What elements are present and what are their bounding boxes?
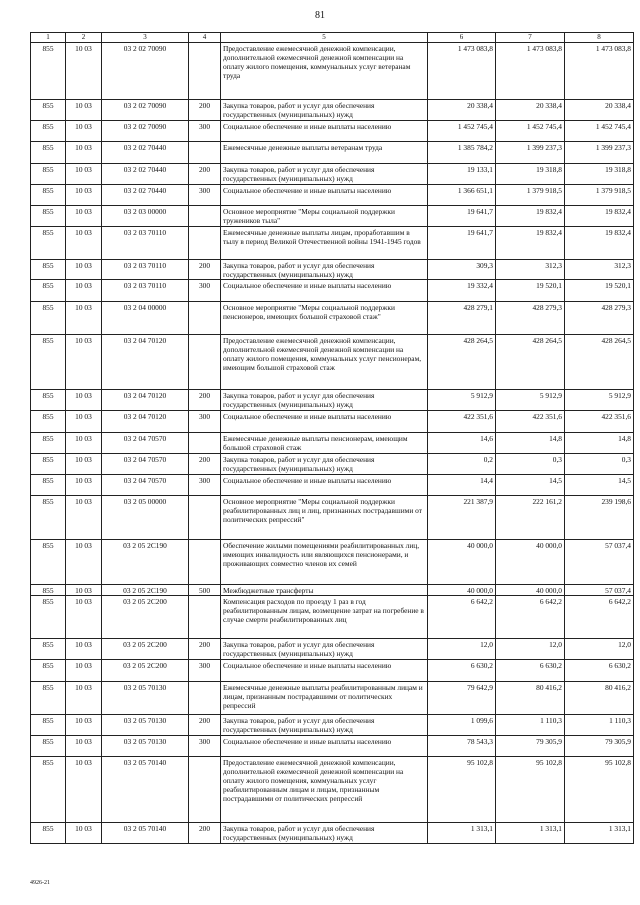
- expense-type-code: 300: [189, 121, 221, 142]
- ministry-code: 855: [31, 475, 66, 496]
- expense-type-code: [189, 302, 221, 335]
- table-row: [31, 585, 634, 596]
- amount-year-3: 19 832,4: [565, 227, 634, 260]
- item-name: Социальное обеспечение и иные выплаты населению: [221, 736, 428, 757]
- item-name: Закупка товаров, работ и услуг для обеспечения государственных (муниципальных) нужд: [221, 823, 428, 844]
- item-name: Компенсация расходов по проезду 1 раз в год реабилитированным лицам, возмещение затрат на погребение в случае смерти реабилитированных лиц: [221, 596, 428, 639]
- target-article-code: 03 2 05 70130: [102, 736, 189, 757]
- item-name: Закупка товаров, работ и услуг для обеспечения государственных (муниципальных) нужд: [221, 454, 428, 475]
- amount-year-3: 79 305,9: [565, 736, 634, 757]
- amount-year-2: 19 318,8: [496, 164, 565, 185]
- section-code: 10 03: [66, 411, 102, 433]
- expense-type-code: 200: [189, 164, 221, 185]
- item-name: Социальное обеспечение и иные выплаты населению: [221, 280, 428, 302]
- amount-year-3: 422 351,6: [565, 411, 634, 433]
- section-code: 10 03: [66, 43, 102, 100]
- expense-type-code: 300: [189, 185, 221, 206]
- amount-year-1: 1 385 784,2: [428, 142, 496, 164]
- amount-year-1: 19 332,4: [428, 280, 496, 302]
- amount-year-2: 79 305,9: [496, 736, 565, 757]
- amount-year-2: 1 110,3: [496, 715, 565, 736]
- amount-year-1: 309,3: [428, 260, 496, 280]
- target-article-code: 03 2 05 00000: [102, 496, 189, 540]
- amount-year-3: 1 452 745,4: [565, 121, 634, 142]
- table-row: [31, 736, 634, 757]
- target-article-code: 03 2 05 2C200: [102, 660, 189, 682]
- table-row: [31, 260, 634, 280]
- section-code: 10 03: [66, 390, 102, 411]
- section-code: 10 03: [66, 454, 102, 475]
- section-code: 10 03: [66, 475, 102, 496]
- expense-type-code: [189, 206, 221, 227]
- item-name: Закупка товаров, работ и услуг для обеспечения государственных (муниципальных) нужд: [221, 260, 428, 280]
- amount-year-1: 428 264,5: [428, 335, 496, 390]
- item-name: Закупка товаров, работ и услуг для обеспечения государственных (муниципальных) нужд: [221, 639, 428, 660]
- amount-year-1: 78 543,3: [428, 736, 496, 757]
- amount-year-1: 19 641,7: [428, 206, 496, 227]
- item-name: Ежемесячные денежные выплаты лицам, проработавшим в тылу в период Великой Отечественной войны 1941-1945 годов: [221, 227, 428, 260]
- table-row: [31, 390, 634, 411]
- section-code: 10 03: [66, 585, 102, 596]
- section-code: 10 03: [66, 280, 102, 302]
- table-row: [31, 454, 634, 475]
- amount-year-2: 6 642,2: [496, 596, 565, 639]
- section-code: 10 03: [66, 302, 102, 335]
- amount-year-3: 6 642,2: [565, 596, 634, 639]
- target-article-code: 03 2 04 70570: [102, 433, 189, 454]
- ministry-code: 855: [31, 660, 66, 682]
- expense-type-code: 200: [189, 100, 221, 121]
- table-row: [31, 185, 634, 206]
- section-code: 10 03: [66, 757, 102, 823]
- ministry-code: 855: [31, 757, 66, 823]
- target-article-code: 03 2 04 70120: [102, 390, 189, 411]
- amount-year-2: 428 279,3: [496, 302, 565, 335]
- table-row: [31, 823, 634, 844]
- expense-type-code: 200: [189, 390, 221, 411]
- amount-year-1: 40 000,0: [428, 540, 496, 585]
- table-row: [31, 496, 634, 540]
- column-header: 8: [565, 33, 634, 43]
- section-code: 10 03: [66, 496, 102, 540]
- table-row: [31, 660, 634, 682]
- amount-year-3: 14,5: [565, 475, 634, 496]
- target-article-code: 03 2 05 2C190: [102, 585, 189, 596]
- item-name: Социальное обеспечение и иные выплаты населению: [221, 411, 428, 433]
- table-row: [31, 757, 634, 823]
- target-article-code: 03 2 05 2C200: [102, 639, 189, 660]
- ministry-code: 855: [31, 411, 66, 433]
- ministry-code: 855: [31, 682, 66, 715]
- ministry-code: 855: [31, 280, 66, 302]
- column-header: 5: [221, 33, 428, 43]
- amount-year-1: 5 912,9: [428, 390, 496, 411]
- section-code: 10 03: [66, 100, 102, 121]
- item-name: Закупка товаров, работ и услуг для обеспечения государственных (муниципальных) нужд: [221, 164, 428, 185]
- expense-type-code: [189, 433, 221, 454]
- item-name: Предоставление ежемесячной денежной компенсации, дополнительной ежемесячной денежной компенсации на оплату жилого помещения, коммунальных услуг пенсионерам, имеющим большой страховой стаж: [221, 335, 428, 390]
- target-article-code: 03 2 05 70140: [102, 757, 189, 823]
- amount-year-3: 239 198,6: [565, 496, 634, 540]
- ministry-code: 855: [31, 433, 66, 454]
- section-code: 10 03: [66, 185, 102, 206]
- section-code: 10 03: [66, 260, 102, 280]
- amount-year-1: 1 099,6: [428, 715, 496, 736]
- table-row: [31, 302, 634, 335]
- amount-year-1: 6 630,2: [428, 660, 496, 682]
- table-row: [31, 227, 634, 260]
- table-row: [31, 100, 634, 121]
- amount-year-2: 19 832,4: [496, 206, 565, 227]
- amount-year-1: 79 642,9: [428, 682, 496, 715]
- table-row: [31, 43, 634, 100]
- target-article-code: 03 2 04 70120: [102, 335, 189, 390]
- table-row: [31, 596, 634, 639]
- expense-type-code: 200: [189, 260, 221, 280]
- ministry-code: 855: [31, 206, 66, 227]
- amount-year-2: 5 912,9: [496, 390, 565, 411]
- ministry-code: 855: [31, 736, 66, 757]
- item-name: Предоставление ежемесячной денежной компенсации, дополнительной ежемесячной денежной компенсации на оплату жилого помещения, коммунальных услуг ветеранам труда: [221, 43, 428, 100]
- ministry-code: 855: [31, 260, 66, 280]
- item-name: Социальное обеспечение и иные выплаты населению: [221, 185, 428, 206]
- amount-year-1: 428 279,1: [428, 302, 496, 335]
- column-header: 1: [31, 33, 66, 43]
- target-article-code: 03 2 03 70110: [102, 280, 189, 302]
- amount-year-1: 6 642,2: [428, 596, 496, 639]
- amount-year-2: 1 473 083,8: [496, 43, 565, 100]
- amount-year-1: 19 641,7: [428, 227, 496, 260]
- table-row: [31, 433, 634, 454]
- ministry-code: 855: [31, 142, 66, 164]
- amount-year-1: 422 351,6: [428, 411, 496, 433]
- amount-year-2: 14,8: [496, 433, 565, 454]
- item-name: Социальное обеспечение и иные выплаты населению: [221, 475, 428, 496]
- target-article-code: 03 2 05 70130: [102, 682, 189, 715]
- expense-type-code: 500: [189, 585, 221, 596]
- expense-type-code: 200: [189, 454, 221, 475]
- amount-year-2: 19 520,1: [496, 280, 565, 302]
- section-code: 10 03: [66, 164, 102, 185]
- amount-year-2: 19 832,4: [496, 227, 565, 260]
- item-name: Социальное обеспечение и иные выплаты населению: [221, 660, 428, 682]
- ministry-code: 855: [31, 335, 66, 390]
- section-code: 10 03: [66, 596, 102, 639]
- section-code: 10 03: [66, 540, 102, 585]
- target-article-code: 03 2 02 70090: [102, 100, 189, 121]
- expense-type-code: 300: [189, 736, 221, 757]
- amount-year-1: 14,6: [428, 433, 496, 454]
- item-name: Межбюджетные трансферты: [221, 585, 428, 596]
- amount-year-2: 312,3: [496, 260, 565, 280]
- section-code: 10 03: [66, 682, 102, 715]
- expense-type-code: 300: [189, 660, 221, 682]
- amount-year-3: 19 520,1: [565, 280, 634, 302]
- amount-year-3: 6 630,2: [565, 660, 634, 682]
- target-article-code: 03 2 05 2C200: [102, 596, 189, 639]
- target-article-code: 03 2 02 70440: [102, 142, 189, 164]
- expense-type-code: [189, 227, 221, 260]
- amount-year-3: 312,3: [565, 260, 634, 280]
- item-name: Закупка товаров, работ и услуг для обеспечения государственных (муниципальных) нужд: [221, 390, 428, 411]
- table-row: [31, 142, 634, 164]
- amount-year-3: 57 037,4: [565, 540, 634, 585]
- target-article-code: 03 2 04 70570: [102, 475, 189, 496]
- ministry-code: 855: [31, 454, 66, 475]
- amount-year-3: 1 313,1: [565, 823, 634, 844]
- amount-year-2: 1 399 237,3: [496, 142, 565, 164]
- target-article-code: 03 2 05 2C190: [102, 540, 189, 585]
- table-row: [31, 682, 634, 715]
- table-row: [31, 121, 634, 142]
- amount-year-1: 1 366 651,1: [428, 185, 496, 206]
- expense-type-code: 200: [189, 823, 221, 844]
- column-header: 6: [428, 33, 496, 43]
- amount-year-1: 19 133,1: [428, 164, 496, 185]
- section-code: 10 03: [66, 433, 102, 454]
- amount-year-3: 1 399 237,3: [565, 142, 634, 164]
- amount-year-3: 12,0: [565, 639, 634, 660]
- amount-year-3: 1 473 083,8: [565, 43, 634, 100]
- amount-year-1: 20 338,4: [428, 100, 496, 121]
- ministry-code: 855: [31, 715, 66, 736]
- column-number-row: [31, 33, 634, 43]
- section-code: 10 03: [66, 227, 102, 260]
- amount-year-2: 1 452 745,4: [496, 121, 565, 142]
- item-name: Социальное обеспечение и иные выплаты населению: [221, 121, 428, 142]
- amount-year-2: 40 000,0: [496, 585, 565, 596]
- ministry-code: 855: [31, 596, 66, 639]
- amount-year-2: 80 416,2: [496, 682, 565, 715]
- item-name: Закупка товаров, работ и услуг для обеспечения государственных (муниципальных) нужд: [221, 100, 428, 121]
- amount-year-1: 14,4: [428, 475, 496, 496]
- amount-year-2: 40 000,0: [496, 540, 565, 585]
- amount-year-1: 0,2: [428, 454, 496, 475]
- item-name: Основное мероприятие "Меры социальной поддержки реабилитированных лиц и лиц, признанных пострадавшими от политических репрессий": [221, 496, 428, 540]
- amount-year-3: 1 379 918,5: [565, 185, 634, 206]
- item-name: Ежемесячные денежные выплаты пенсионерам, имеющим большой страховой стаж: [221, 433, 428, 454]
- item-name: Ежемесячные денежные выплаты ветеранам труда: [221, 142, 428, 164]
- amount-year-2: 428 264,5: [496, 335, 565, 390]
- amount-year-2: 20 338,4: [496, 100, 565, 121]
- target-article-code: 03 2 03 70110: [102, 260, 189, 280]
- ministry-code: 855: [31, 585, 66, 596]
- section-code: 10 03: [66, 121, 102, 142]
- table-row: [31, 540, 634, 585]
- ministry-code: 855: [31, 164, 66, 185]
- amount-year-3: 80 416,2: [565, 682, 634, 715]
- amount-year-3: 0,3: [565, 454, 634, 475]
- ministry-code: 855: [31, 121, 66, 142]
- expense-type-code: [189, 142, 221, 164]
- section-code: 10 03: [66, 142, 102, 164]
- ministry-code: 855: [31, 302, 66, 335]
- amount-year-3: 20 338,4: [565, 100, 634, 121]
- amount-year-1: 95 102,8: [428, 757, 496, 823]
- amount-year-3: 428 264,5: [565, 335, 634, 390]
- table-row: [31, 164, 634, 185]
- expense-type-code: [189, 682, 221, 715]
- expense-type-code: [189, 540, 221, 585]
- amount-year-2: 1 313,1: [496, 823, 565, 844]
- amount-year-3: 19 318,8: [565, 164, 634, 185]
- item-name: Ежемесячные денежные выплаты реабилитированным лицам и лицам, признанным пострадавшими от политических репрессий: [221, 682, 428, 715]
- target-article-code: 03 2 02 70090: [102, 121, 189, 142]
- target-article-code: 03 2 02 70440: [102, 185, 189, 206]
- expense-type-code: [189, 496, 221, 540]
- target-article-code: 03 2 04 70120: [102, 411, 189, 433]
- page-number: 81: [315, 10, 325, 21]
- table-row: [31, 280, 634, 302]
- ministry-code: 855: [31, 823, 66, 844]
- amount-year-2: 14,5: [496, 475, 565, 496]
- item-name: Предоставление ежемесячной денежной компенсации, дополнительной ежемесячной денежной компенсации на оплату жилого помещения, коммунальных услуг реабилитированным лицам и лицам, признанным пострадавшими от политических репрессий: [221, 757, 428, 823]
- expense-type-code: [189, 596, 221, 639]
- section-code: 10 03: [66, 736, 102, 757]
- target-article-code: 03 2 05 70140: [102, 823, 189, 844]
- amount-year-3: 19 832,4: [565, 206, 634, 227]
- table-row: [31, 639, 634, 660]
- amount-year-3: 14,8: [565, 433, 634, 454]
- table-row: [31, 475, 634, 496]
- expense-type-code: 300: [189, 411, 221, 433]
- section-code: 10 03: [66, 823, 102, 844]
- amount-year-1: 1 473 083,8: [428, 43, 496, 100]
- ministry-code: 855: [31, 390, 66, 411]
- ministry-code: 855: [31, 639, 66, 660]
- section-code: 10 03: [66, 660, 102, 682]
- expense-type-code: [189, 335, 221, 390]
- expense-type-code: 200: [189, 715, 221, 736]
- amount-year-1: 221 387,9: [428, 496, 496, 540]
- column-header: 4: [189, 33, 221, 43]
- amount-year-3: 428 279,3: [565, 302, 634, 335]
- expense-type-code: 300: [189, 475, 221, 496]
- amount-year-2: 222 161,2: [496, 496, 565, 540]
- amount-year-2: 0,3: [496, 454, 565, 475]
- expense-type-code: 300: [189, 280, 221, 302]
- ministry-code: 855: [31, 100, 66, 121]
- column-header: 3: [102, 33, 189, 43]
- section-code: 10 03: [66, 206, 102, 227]
- amount-year-2: 1 379 918,5: [496, 185, 565, 206]
- ministry-code: 855: [31, 185, 66, 206]
- footer-code: 4926-21: [30, 880, 50, 886]
- item-name: Основное мероприятие "Меры социальной поддержки пенсионеров, имеющих большой страховой стаж": [221, 302, 428, 335]
- amount-year-1: 40 000,0: [428, 585, 496, 596]
- amount-year-3: 1 110,3: [565, 715, 634, 736]
- target-article-code: 03 2 04 70570: [102, 454, 189, 475]
- expense-type-code: [189, 43, 221, 100]
- target-article-code: 03 2 05 70130: [102, 715, 189, 736]
- target-article-code: 03 2 03 70110: [102, 227, 189, 260]
- amount-year-1: 1 313,1: [428, 823, 496, 844]
- budget-table: [30, 32, 634, 844]
- amount-year-2: 422 351,6: [496, 411, 565, 433]
- amount-year-2: 6 630,2: [496, 660, 565, 682]
- table-body: [31, 43, 634, 844]
- item-name: Закупка товаров, работ и услуг для обеспечения государственных (муниципальных) нужд: [221, 715, 428, 736]
- amount-year-1: 1 452 745,4: [428, 121, 496, 142]
- ministry-code: 855: [31, 227, 66, 260]
- ministry-code: 855: [31, 540, 66, 585]
- table-row: [31, 335, 634, 390]
- section-code: 10 03: [66, 335, 102, 390]
- target-article-code: 03 2 02 70090: [102, 43, 189, 100]
- ministry-code: 855: [31, 43, 66, 100]
- target-article-code: 03 2 03 00000: [102, 206, 189, 227]
- expense-type-code: [189, 757, 221, 823]
- amount-year-2: 95 102,8: [496, 757, 565, 823]
- amount-year-3: 5 912,9: [565, 390, 634, 411]
- expense-type-code: 200: [189, 639, 221, 660]
- target-article-code: 03 2 04 00000: [102, 302, 189, 335]
- ministry-code: 855: [31, 496, 66, 540]
- section-code: 10 03: [66, 715, 102, 736]
- table-row: [31, 206, 634, 227]
- table-row: [31, 715, 634, 736]
- item-name: Основное мероприятие "Меры социальной поддержки тружеников тыла": [221, 206, 428, 227]
- table-row: [31, 411, 634, 433]
- section-code: 10 03: [66, 639, 102, 660]
- amount-year-3: 57 037,4: [565, 585, 634, 596]
- column-header: 2: [66, 33, 102, 43]
- target-article-code: 03 2 02 70440: [102, 164, 189, 185]
- amount-year-3: 95 102,8: [565, 757, 634, 823]
- amount-year-1: 12,0: [428, 639, 496, 660]
- amount-year-2: 12,0: [496, 639, 565, 660]
- column-header: 7: [496, 33, 565, 43]
- item-name: Обеспечение жилыми помещениями реабилитированных лиц, имеющих инвалидность или являющихся пенсионерами, и проживающих совместно членов их семей: [221, 540, 428, 585]
